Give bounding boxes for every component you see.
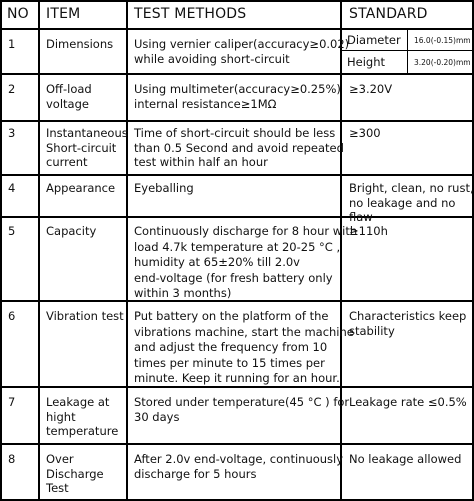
- row-3-item: Instantaneous Short-circuit current: [46, 126, 128, 169]
- header-divider: [0, 28, 474, 30]
- header-standard: STANDARD: [349, 6, 428, 22]
- col-divider: [38, 0, 40, 501]
- diameter-label: Diameter: [347, 33, 401, 47]
- row-3-no: 3: [8, 126, 16, 140]
- row-7-method: Stored under temperature(45 °C ) for 30 days: [134, 395, 350, 424]
- row-6-method: Put battery on the platform of the vibrations machine, start the machine and adjust the frequency from 10 times per minute to 15 times per minute. Keep it running for an hour.: [134, 309, 354, 385]
- standard-subcol-divider: [407, 29, 408, 73]
- row-divider: [0, 174, 474, 176]
- row-5-item: Capacity: [46, 224, 97, 238]
- row-6-no: 6: [8, 309, 16, 323]
- row-5-no: 5: [8, 224, 16, 238]
- row-2-standard: ≥3.20V: [349, 82, 393, 96]
- row-8-standard: No leakage allowed: [349, 452, 462, 466]
- row-divider: [0, 443, 474, 445]
- height-label: Height: [347, 55, 386, 69]
- header-item: ITEM: [46, 6, 81, 22]
- row-3-standard: ≥300: [349, 126, 381, 140]
- row-1-method: Using vernier caliper(accuracy≥0.02) while avoiding short-circuit: [134, 37, 350, 66]
- row-divider: [0, 120, 474, 122]
- col-divider: [126, 0, 128, 501]
- row-1-item: Dimensions: [46, 37, 114, 51]
- header-no: NO: [7, 6, 29, 22]
- row-6-standard: Characteristics keep stability: [349, 309, 467, 338]
- row-4-standard: Bright, clean, no rust, no leakage and no flaw: [349, 181, 474, 224]
- row-2-no: 2: [8, 82, 16, 96]
- row-5-standard: ≥110h: [349, 224, 388, 238]
- height-value: 3.20(-0.20)mm: [414, 58, 471, 67]
- row-8-item: Over Discharge Test: [46, 452, 104, 495]
- row-8-no: 8: [8, 452, 16, 466]
- row-7-standard: Leakage rate ≤0.5%: [349, 395, 467, 409]
- row-divider: [0, 73, 474, 75]
- table-border-top: [0, 0, 474, 2]
- row-8-method: After 2.0v end-voltage, continuously discharge for 5 hours: [134, 452, 344, 481]
- row-4-method: Eyeballing: [134, 181, 194, 195]
- table-border-left: [0, 0, 2, 501]
- diameter-value: 16.0(-0.15)mm: [414, 36, 471, 45]
- row-2-method: Using multimeter(accuracy≥0.25%) internal resistance≥1MΩ: [134, 82, 341, 111]
- row-4-no: 4: [8, 181, 16, 195]
- row-2-item: Off-load voltage: [46, 82, 92, 111]
- row-6-item: Vibration test: [46, 309, 124, 323]
- row-3-method: Time of short-circuit should be less than 0.5 Second and avoid repeated test within half an hour: [134, 126, 344, 169]
- row-7-item: Leakage at hight temperature: [46, 395, 119, 438]
- row-4-item: Appearance: [46, 181, 116, 195]
- row-5-method: Continuously discharge for 8 hour with load 4.7k temperature at 20-25 °C , humidity at 65±20% till 2.0v end-voltage (for fresh battery only within 3 months): [134, 224, 358, 300]
- header-test-methods: TEST METHODS: [134, 6, 247, 22]
- row-1-no: 1: [8, 37, 16, 51]
- row-7-no: 7: [8, 395, 16, 409]
